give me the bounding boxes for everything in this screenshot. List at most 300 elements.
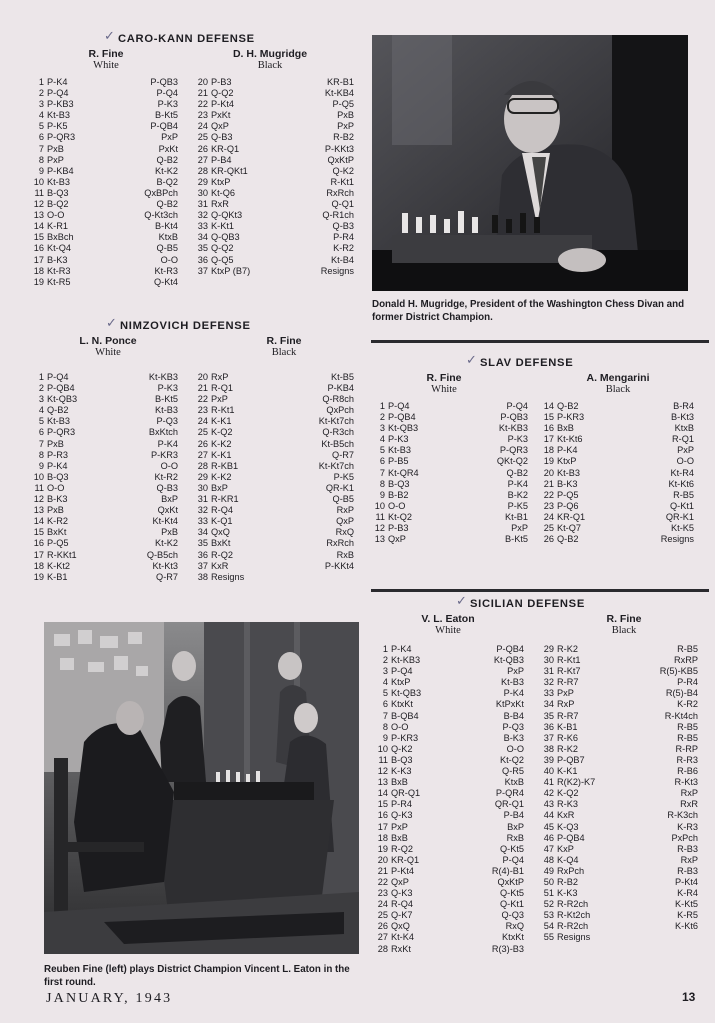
- move-number: 15: [33, 232, 44, 243]
- move-row: [30, 243, 178, 254]
- footer-date: JANUARY, 1943: [46, 991, 173, 1006]
- move-row: [30, 461, 178, 472]
- black-move: QxBPch: [144, 187, 178, 198]
- move-row: [540, 699, 698, 710]
- move-row: [194, 538, 354, 549]
- move-row: [374, 766, 524, 777]
- black-move: Q-Kt1: [670, 500, 694, 511]
- move-number: 11: [34, 187, 44, 198]
- move-number: 21: [543, 478, 554, 489]
- move-row: [194, 372, 354, 383]
- black-move: Kt-KB3: [148, 372, 178, 382]
- move-row: [540, 766, 698, 777]
- move-row: [374, 523, 528, 534]
- move-number: 19: [377, 843, 388, 854]
- move-number: 34: [197, 527, 208, 538]
- game-title: ✓ SLAV DEFENSE: [466, 352, 574, 369]
- white-move: B-K3: [47, 254, 68, 265]
- white-move: P-K4: [47, 77, 68, 87]
- black-move: B-K3: [503, 732, 524, 743]
- white-move: Q-K7: [391, 910, 413, 921]
- move-row: [30, 439, 178, 450]
- move-number: 2: [379, 412, 385, 423]
- move-number: 1: [38, 372, 44, 382]
- white-move: B-K3: [557, 478, 578, 489]
- white-move: B-Q3: [388, 478, 410, 489]
- move-row: [542, 534, 694, 545]
- white-move: Q-B2: [47, 405, 69, 416]
- black-move: P-Q5: [332, 99, 354, 110]
- move-row: [374, 944, 524, 955]
- black-move: RxP: [336, 505, 354, 516]
- white-move: P-KB4: [47, 165, 74, 176]
- move-row: [374, 910, 524, 921]
- move-row: [30, 132, 178, 143]
- move-row: [30, 405, 178, 416]
- white-move: Q-Q2: [211, 88, 234, 99]
- move-row: [374, 534, 528, 545]
- white-move: B-QB4: [391, 710, 419, 721]
- move-row: [374, 479, 528, 490]
- move-number: 9: [38, 460, 44, 471]
- black-move: PxP: [511, 523, 528, 534]
- black-move: B-Kt5: [505, 534, 528, 545]
- move-row: [540, 655, 698, 666]
- moves-col-2: [194, 372, 354, 583]
- black-move: RxRch: [326, 187, 354, 198]
- move-number: 13: [377, 777, 388, 788]
- move-row: [30, 550, 178, 561]
- moves-col-2: [540, 644, 698, 944]
- move-number: 22: [543, 489, 554, 500]
- move-row: [374, 844, 524, 855]
- black-move: R-K3ch: [667, 810, 698, 821]
- move-number: 11: [375, 511, 385, 522]
- move-number: 17: [33, 254, 44, 265]
- move-row: [374, 855, 524, 866]
- move-number: 14: [33, 221, 44, 232]
- move-row: [30, 110, 178, 121]
- move-row: [194, 221, 354, 232]
- black-move: Kt-K2: [155, 165, 178, 176]
- white-move: P-Q4: [47, 372, 69, 382]
- move-row: [194, 405, 354, 416]
- move-number: 31: [197, 199, 208, 210]
- move-number: 45: [543, 821, 554, 832]
- white-move: Q-B2: [557, 401, 579, 411]
- move-number: 8: [38, 449, 44, 460]
- move-row: [30, 277, 178, 288]
- move-number: 7: [379, 467, 385, 478]
- white-move: P-K4: [47, 460, 68, 471]
- move-number: 14: [543, 401, 554, 411]
- white-move: O-O: [47, 210, 65, 221]
- move-row: [30, 77, 178, 88]
- black-move: KtPxKt: [495, 699, 524, 710]
- black-move: R-B5: [677, 644, 698, 654]
- white-move: RxR: [211, 199, 229, 210]
- black-move: B-R4: [673, 401, 694, 411]
- move-number: 15: [33, 527, 44, 538]
- move-row: [30, 561, 178, 572]
- move-row: [374, 810, 524, 821]
- players: [30, 335, 360, 361]
- move-number: 29: [197, 471, 208, 482]
- white-move: P-QB4: [388, 412, 416, 423]
- black-move: PxP: [507, 666, 524, 677]
- black-move: Kt-Kt7ch: [318, 416, 354, 427]
- black-move: Kt-QB3: [493, 655, 524, 666]
- black-player: A. Mengarini Black: [586, 372, 650, 395]
- move-row: [194, 450, 354, 461]
- black-move: Q-B3: [332, 221, 354, 232]
- move-number: 35: [543, 710, 554, 721]
- black-move: Kt-B5: [331, 372, 354, 382]
- black-move: K-R2: [677, 699, 698, 710]
- white-move: PxB: [47, 143, 64, 154]
- black-move: Q-R3ch: [322, 427, 354, 438]
- white-move: K-K3: [391, 766, 412, 777]
- black-move: P-Q3: [502, 721, 524, 732]
- black-move: R(5)-KB5: [659, 666, 698, 677]
- white-move: P-QB4: [557, 832, 585, 843]
- move-row: [194, 427, 354, 438]
- checkmark-icon: ✓: [104, 28, 116, 43]
- black-move: Kt-B3: [501, 677, 524, 688]
- move-number: 21: [377, 865, 388, 876]
- move-number: 40: [543, 766, 554, 777]
- black-move: R-Q1: [672, 434, 694, 445]
- white-move: KtxP (B7): [211, 265, 251, 276]
- move-number: 15: [377, 799, 388, 810]
- white-move: R-KR1: [211, 494, 239, 505]
- white-move: K-K1: [211, 416, 232, 427]
- move-row: [30, 199, 178, 210]
- move-number: 27: [377, 932, 388, 943]
- move-number: 54: [543, 921, 554, 932]
- move-row: [374, 434, 528, 445]
- white-move: K-Q2: [557, 788, 579, 799]
- white-move: QxP: [391, 876, 409, 887]
- caption-fine-eaton: Reuben Fine (left) plays District Champion Vincent L. Eaton in the first round.: [44, 964, 350, 988]
- white-move: R-K2: [557, 743, 578, 754]
- black-player: R. Fine Black: [606, 613, 642, 636]
- white-move: P-B3: [211, 77, 232, 87]
- white-move: P-R4: [391, 799, 412, 810]
- move-row: [194, 199, 354, 210]
- white-move: P-Kt4: [391, 865, 414, 876]
- move-row: [540, 910, 698, 921]
- white-move: P-K4: [557, 445, 578, 456]
- move-row: [30, 221, 178, 232]
- white-move: Kt-K4: [391, 932, 414, 943]
- move-number: 3: [38, 394, 44, 405]
- move-row: [374, 699, 524, 710]
- move-number: 9: [382, 732, 388, 743]
- game-title: ✓ CARO-KANN DEFENSE: [104, 28, 255, 45]
- white-move: BxB: [391, 832, 408, 843]
- black-move: RxB: [506, 832, 524, 843]
- move-number: 28: [197, 460, 208, 471]
- move-number: 30: [543, 655, 554, 666]
- move-number: 8: [379, 478, 385, 489]
- black-move: PxP: [337, 121, 354, 132]
- move-number: 6: [38, 132, 44, 143]
- move-row: [542, 456, 694, 467]
- move-number: 12: [377, 766, 388, 777]
- move-row: [374, 423, 528, 434]
- move-number: 2: [382, 655, 388, 666]
- white-move: K-K2: [211, 438, 232, 449]
- white-move: R-Kt1: [211, 405, 235, 416]
- move-row: [30, 255, 178, 266]
- move-number: 52: [543, 899, 554, 910]
- move-number: 12: [33, 494, 44, 505]
- black-move: RxB: [336, 549, 354, 560]
- white-player: V. L. Eaton White: [421, 613, 475, 636]
- moves-col-1: [374, 644, 524, 955]
- white-move: KtxKt: [391, 699, 413, 710]
- black-move: Kt-B5ch: [321, 438, 354, 449]
- move-row: [374, 744, 524, 755]
- move-row: [540, 822, 698, 833]
- move-number: 12: [33, 199, 44, 210]
- white-move: Q-K3: [391, 888, 413, 899]
- move-number: 43: [543, 799, 554, 810]
- white-move: PxP: [391, 821, 408, 832]
- white-move: P-Q5: [47, 538, 69, 549]
- black-move: P-Kt4: [675, 876, 698, 887]
- move-row: [30, 572, 178, 583]
- black-move: P-K3: [157, 99, 178, 110]
- move-row: [194, 132, 354, 143]
- move-row: [194, 210, 354, 221]
- black-move: O-O: [676, 456, 694, 467]
- white-move: R-R2ch: [557, 921, 589, 932]
- move-row: [374, 921, 524, 932]
- white-move: KxR: [211, 560, 229, 571]
- white-move: R-Q2: [391, 843, 413, 854]
- black-move: PxKt: [158, 143, 178, 154]
- black-move: QR-Q1: [494, 799, 524, 810]
- move-number: 10: [377, 743, 388, 754]
- move-row: [540, 810, 698, 821]
- white-player: L. N. Ponce White: [79, 335, 137, 358]
- black-move: P-R4: [677, 677, 698, 688]
- white-move: QR-Q1: [391, 788, 421, 799]
- white-move: K-Q2: [211, 427, 233, 438]
- white-move: R-K3: [557, 799, 578, 810]
- move-number: 19: [543, 456, 554, 467]
- move-row: [542, 468, 694, 479]
- white-move: BxKt: [211, 538, 231, 549]
- black-move: KtxKt: [502, 932, 524, 943]
- white-move: P-Q4: [391, 666, 413, 677]
- move-number: 29: [197, 176, 208, 187]
- black-move: Kt-K5: [671, 523, 694, 534]
- game-sicilian: [374, 593, 704, 954]
- black-move: Kt-Kt6: [668, 478, 694, 489]
- black-move: Kt-R3: [154, 265, 178, 276]
- white-move: B-Q3: [391, 754, 413, 765]
- move-row: [374, 456, 528, 467]
- move-number: 5: [382, 688, 388, 699]
- black-move: P-K3: [157, 383, 178, 394]
- black-move: B-Kt5: [155, 110, 178, 121]
- move-row: [194, 461, 354, 472]
- white-move: R-Q4: [391, 899, 413, 910]
- move-number: 51: [543, 888, 554, 899]
- players: [374, 372, 704, 398]
- black-move: QxKtP: [327, 154, 354, 165]
- move-number: 36: [543, 721, 554, 732]
- move-number: 5: [38, 121, 44, 132]
- black-move: Q-B5ch: [146, 549, 178, 560]
- black-move: R-Kt1: [330, 176, 354, 187]
- white-move: KtxP: [211, 176, 231, 187]
- move-number: 3: [379, 423, 385, 434]
- move-row: [540, 888, 698, 899]
- move-row: [374, 677, 524, 688]
- move-row: [540, 788, 698, 799]
- move-number: 14: [33, 516, 44, 527]
- black-move: K-R2: [333, 243, 354, 254]
- move-row: [542, 401, 694, 412]
- move-row: [30, 121, 178, 132]
- black-move: P-K5: [507, 500, 528, 511]
- black-move: Q-Kt5: [500, 888, 524, 899]
- moves-col-1: [30, 372, 178, 583]
- black-move: QxKtP: [497, 876, 524, 887]
- move-row: [374, 445, 528, 456]
- move-number: 6: [382, 699, 388, 710]
- white-move: K-Kt2: [47, 560, 70, 571]
- move-number: 30: [197, 482, 208, 493]
- move-number: 39: [543, 754, 554, 765]
- black-move: B-Q2: [156, 176, 178, 187]
- black-move: Q-Kt3ch: [144, 210, 178, 221]
- move-number: 17: [543, 434, 554, 445]
- move-row: [194, 177, 354, 188]
- move-number: 9: [38, 165, 44, 176]
- move-number: 17: [377, 821, 388, 832]
- white-move: Q-K3: [391, 810, 413, 821]
- move-number: 33: [197, 516, 208, 527]
- move-number: 20: [197, 372, 208, 382]
- move-row: [194, 88, 354, 99]
- move-row: [542, 512, 694, 523]
- black-move: R-RP: [675, 743, 698, 754]
- move-number: 35: [197, 538, 208, 549]
- move-row: [542, 434, 694, 445]
- move-row: [194, 439, 354, 450]
- black-move: Resigns: [660, 534, 694, 545]
- white-move: K-B1: [557, 721, 578, 732]
- move-row: [374, 501, 528, 512]
- move-number: 11: [378, 754, 388, 765]
- black-move: P-K4: [503, 688, 524, 699]
- white-move: P-QR3: [47, 132, 76, 143]
- white-move: Kt-R5: [47, 276, 71, 287]
- move-number: 19: [33, 276, 44, 287]
- move-number: 11: [34, 482, 44, 493]
- move-number: 3: [382, 666, 388, 677]
- move-number: 25: [543, 523, 554, 534]
- move-number: 50: [543, 876, 554, 887]
- move-number: 33: [543, 688, 554, 699]
- black-move: Kt-KB3: [498, 423, 528, 434]
- move-row: [194, 110, 354, 121]
- move-row: [30, 427, 178, 438]
- black-move: Q-R8ch: [322, 394, 354, 405]
- move-number: 1: [379, 401, 385, 411]
- game-caro-kann: [30, 28, 360, 287]
- white-move: Kt-B3: [388, 445, 411, 456]
- move-row: [30, 394, 178, 405]
- black-move: QR-K1: [325, 482, 354, 493]
- white-move: Q-B2: [557, 534, 579, 545]
- white-move: Resigns: [557, 932, 591, 943]
- black-move: RxRP: [674, 655, 698, 666]
- move-number: 4: [382, 677, 388, 688]
- move-row: [194, 394, 354, 405]
- black-move: Q-Kt4: [154, 276, 178, 287]
- move-number: 6: [38, 427, 44, 438]
- move-number: 27: [197, 449, 208, 460]
- move-number: 48: [543, 854, 554, 865]
- move-number: 23: [543, 500, 554, 511]
- black-move: Q-R1ch: [322, 210, 354, 221]
- black-move: Q-Kt5: [500, 843, 524, 854]
- white-move: Kt-Q4: [47, 243, 71, 254]
- white-move: K-Q3: [557, 821, 579, 832]
- move-number: 36: [197, 549, 208, 560]
- black-move: P-KB4: [327, 383, 354, 394]
- move-number: 22: [197, 394, 208, 405]
- black-move: R-R3: [676, 754, 698, 765]
- fine-eaton-photo-image: [44, 622, 359, 954]
- black-move: Q-B2: [156, 199, 178, 210]
- white-move: O-O: [391, 721, 409, 732]
- move-number: 24: [377, 899, 388, 910]
- black-move: Resigns: [320, 265, 354, 276]
- white-player: R. Fine White: [88, 48, 124, 71]
- white-player: R. Fine White: [426, 372, 462, 395]
- white-move: KtxP: [557, 456, 577, 467]
- move-number: 27: [197, 154, 208, 165]
- black-move: K-R3: [677, 821, 698, 832]
- move-number: 47: [543, 843, 554, 854]
- move-number: 25: [377, 910, 388, 921]
- move-row: [540, 733, 698, 744]
- move-row: [194, 255, 354, 266]
- move-number: 29: [543, 644, 554, 654]
- move-number: 4: [379, 434, 385, 445]
- move-number: 26: [543, 534, 554, 545]
- move-row: [30, 372, 178, 383]
- black-move: QKt-Q2: [496, 456, 528, 467]
- move-row: [374, 888, 524, 899]
- move-number: 13: [33, 210, 44, 221]
- move-number: 25: [197, 132, 208, 143]
- move-number: 21: [197, 383, 208, 394]
- black-move: R-B3: [677, 865, 698, 876]
- move-number: 18: [377, 832, 388, 843]
- move-row: [30, 144, 178, 155]
- move-row: [194, 472, 354, 483]
- move-number: 23: [197, 110, 208, 121]
- move-number: 19: [33, 571, 44, 582]
